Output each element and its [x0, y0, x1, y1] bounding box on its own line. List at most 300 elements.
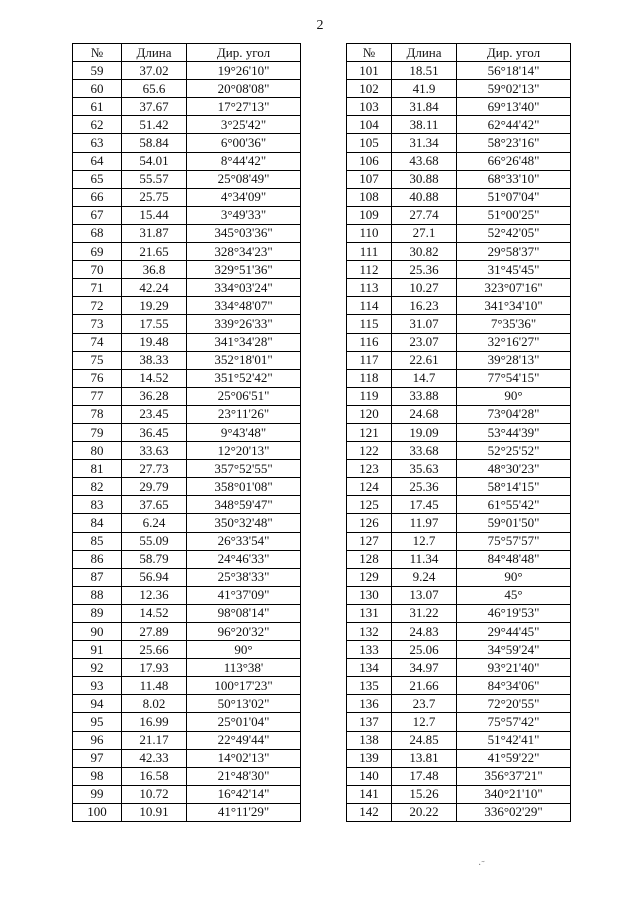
table-row: [73, 116, 301, 134]
table-row: [347, 62, 571, 80]
cell-angle: 32°16'27": [457, 333, 571, 351]
cell-number: 132: [347, 623, 392, 641]
table-row: [347, 785, 571, 803]
cell-number: 96: [73, 731, 122, 749]
table-row: [73, 532, 301, 550]
cell-length: 9.24: [392, 568, 457, 586]
cell-length: 55.09: [122, 532, 187, 550]
cell-number: 63: [73, 134, 122, 152]
table-row: [73, 695, 301, 713]
cell-number: 100: [73, 803, 122, 821]
cell-number: 128: [347, 550, 392, 568]
cell-number: 127: [347, 532, 392, 550]
cell-number: 118: [347, 369, 392, 387]
cell-number: 75: [73, 351, 122, 369]
header-length: Длина: [122, 44, 187, 62]
table-row: [73, 279, 301, 297]
cell-angle: 16°42'14": [187, 785, 301, 803]
cell-angle: 41°11'29": [187, 803, 301, 821]
table-row: [347, 134, 571, 152]
cell-number: 69: [73, 243, 122, 261]
cell-length: 6.24: [122, 514, 187, 532]
table-row: [73, 749, 301, 767]
cell-length: 17.55: [122, 315, 187, 333]
cell-angle: 352°18'01": [187, 351, 301, 369]
cell-length: 16.58: [122, 767, 187, 785]
cell-angle: 93°21'40": [457, 659, 571, 677]
cell-angle: 9°43'48": [187, 423, 301, 441]
cell-number: 124: [347, 478, 392, 496]
cell-number: 119: [347, 387, 392, 405]
cell-angle: 6°00'36": [187, 134, 301, 152]
table-row: [347, 568, 571, 586]
table-row: [347, 243, 571, 261]
cell-number: 68: [73, 224, 122, 242]
table-row: [73, 641, 301, 659]
table-row: [347, 803, 571, 821]
cell-number: 65: [73, 170, 122, 188]
cell-angle: 24°46'33": [187, 550, 301, 568]
cell-length: 25.36: [392, 478, 457, 496]
cell-number: 116: [347, 333, 392, 351]
cell-angle: 12°20'13": [187, 442, 301, 460]
cell-angle: 84°34'06": [457, 677, 571, 695]
cell-number: 112: [347, 261, 392, 279]
cell-length: 11.97: [392, 514, 457, 532]
cell-angle: 51°07'04": [457, 188, 571, 206]
cell-number: 139: [347, 749, 392, 767]
cell-angle: 334°03'24": [187, 279, 301, 297]
table-row: [73, 568, 301, 586]
table-row: [347, 641, 571, 659]
cell-angle: 75°57'57": [457, 532, 571, 550]
cell-angle: 31°45'45": [457, 261, 571, 279]
cell-length: 42.33: [122, 749, 187, 767]
cell-number: 115: [347, 315, 392, 333]
cell-number: 114: [347, 297, 392, 315]
cell-number: 76: [73, 369, 122, 387]
cell-length: 12.36: [122, 586, 187, 604]
cell-angle: 25°08'49": [187, 170, 301, 188]
cell-angle: 25°38'33": [187, 568, 301, 586]
cell-angle: 50°13'02": [187, 695, 301, 713]
cell-length: 25.66: [122, 641, 187, 659]
cell-angle: 58°23'16": [457, 134, 571, 152]
cell-number: 67: [73, 206, 122, 224]
cell-angle: 357°52'55": [187, 460, 301, 478]
cell-angle: 90°: [457, 568, 571, 586]
cell-length: 38.11: [392, 116, 457, 134]
table-row: [347, 170, 571, 188]
cell-length: 51.42: [122, 116, 187, 134]
table-row: [73, 152, 301, 170]
table-row: [73, 297, 301, 315]
cell-length: 37.67: [122, 98, 187, 116]
table-row: [73, 460, 301, 478]
cell-number: 140: [347, 767, 392, 785]
table-row: [347, 405, 571, 423]
cell-length: 27.73: [122, 460, 187, 478]
table-row: [73, 206, 301, 224]
table-row: [347, 604, 571, 622]
table-row: [347, 279, 571, 297]
cell-length: 10.91: [122, 803, 187, 821]
cell-number: 130: [347, 586, 392, 604]
cell-angle: 3°25'42": [187, 116, 301, 134]
table-row: [347, 224, 571, 242]
cell-number: 79: [73, 423, 122, 441]
cell-length: 31.22: [392, 604, 457, 622]
table-row: [73, 351, 301, 369]
cell-angle: 41°37'09": [187, 586, 301, 604]
table-row: [347, 80, 571, 98]
table-row: [347, 460, 571, 478]
cell-number: 120: [347, 405, 392, 423]
table-row: [347, 659, 571, 677]
table-row: [347, 423, 571, 441]
cell-length: 10.27: [392, 279, 457, 297]
table-row: [73, 767, 301, 785]
cell-length: 25.75: [122, 188, 187, 206]
cell-number: 64: [73, 152, 122, 170]
cell-angle: 329°51'36": [187, 261, 301, 279]
table-row: [347, 369, 571, 387]
table-row: [73, 80, 301, 98]
cell-length: 24.85: [392, 731, 457, 749]
cell-length: 37.02: [122, 62, 187, 80]
cell-length: 15.44: [122, 206, 187, 224]
cell-number: 83: [73, 496, 122, 514]
cell-length: 43.68: [392, 152, 457, 170]
cell-angle: 21°48'30": [187, 767, 301, 785]
cell-angle: 7°35'36": [457, 315, 571, 333]
cell-angle: 25°01'04": [187, 713, 301, 731]
cell-number: 137: [347, 713, 392, 731]
cell-angle: 340°21'10": [457, 785, 571, 803]
cell-number: 60: [73, 80, 122, 98]
cell-number: 89: [73, 604, 122, 622]
cell-number: 111: [347, 243, 392, 261]
cell-angle: 14°02'13": [187, 749, 301, 767]
header-number: №: [73, 44, 122, 62]
table-row: [347, 188, 571, 206]
cell-number: 105: [347, 134, 392, 152]
cell-length: 17.48: [392, 767, 457, 785]
cell-number: 72: [73, 297, 122, 315]
table-row: [73, 604, 301, 622]
table-row: [73, 261, 301, 279]
table-row: [347, 152, 571, 170]
cell-number: 73: [73, 315, 122, 333]
cell-number: 142: [347, 803, 392, 821]
cell-number: 141: [347, 785, 392, 803]
cell-number: 98: [73, 767, 122, 785]
cell-length: 19.09: [392, 423, 457, 441]
cell-angle: 100°17'23": [187, 677, 301, 695]
cell-number: 104: [347, 116, 392, 134]
cell-angle: 52°42'05": [457, 224, 571, 242]
cell-length: 12.7: [392, 532, 457, 550]
cell-angle: 48°30'23": [457, 460, 571, 478]
cell-length: 11.48: [122, 677, 187, 695]
table-row: [73, 224, 301, 242]
cell-number: 110: [347, 224, 392, 242]
table-row: [73, 423, 301, 441]
cell-number: 121: [347, 423, 392, 441]
cell-length: 31.84: [392, 98, 457, 116]
cell-length: 30.82: [392, 243, 457, 261]
cell-angle: 336°02'29": [457, 803, 571, 821]
cell-length: 23.7: [392, 695, 457, 713]
cell-angle: 351°52'42": [187, 369, 301, 387]
cell-length: 65.6: [122, 80, 187, 98]
table-row: [347, 695, 571, 713]
cell-length: 23.07: [392, 333, 457, 351]
cell-angle: 59°02'13": [457, 80, 571, 98]
cell-number: 84: [73, 514, 122, 532]
cell-number: 62: [73, 116, 122, 134]
cell-angle: 52°25'52": [457, 442, 571, 460]
table-row: [347, 387, 571, 405]
cell-angle: 53°44'39": [457, 423, 571, 441]
table-row: [347, 496, 571, 514]
cell-angle: 73°04'28": [457, 405, 571, 423]
cell-angle: 345°03'36": [187, 224, 301, 242]
cell-angle: 23°11'26": [187, 405, 301, 423]
cell-number: 99: [73, 785, 122, 803]
cell-length: 31.07: [392, 315, 457, 333]
cell-angle: 22°49'44": [187, 731, 301, 749]
table-header-row: [347, 44, 571, 62]
table-row: [347, 586, 571, 604]
cell-length: 24.68: [392, 405, 457, 423]
cell-length: 36.45: [122, 423, 187, 441]
table-row: [73, 550, 301, 568]
table-row: [73, 134, 301, 152]
cell-number: 77: [73, 387, 122, 405]
cell-number: 133: [347, 641, 392, 659]
cell-length: 13.07: [392, 586, 457, 604]
table-row: [73, 333, 301, 351]
cell-length: 58.79: [122, 550, 187, 568]
cell-number: 134: [347, 659, 392, 677]
cell-number: 113: [347, 279, 392, 297]
table-row: [73, 369, 301, 387]
cell-angle: 29°58'37": [457, 243, 571, 261]
table-row: [73, 713, 301, 731]
cell-length: 33.63: [122, 442, 187, 460]
cell-number: 70: [73, 261, 122, 279]
cell-angle: 350°32'48": [187, 514, 301, 532]
cell-angle: 68°33'10": [457, 170, 571, 188]
cell-length: 27.89: [122, 623, 187, 641]
cell-angle: 56°18'14": [457, 62, 571, 80]
cell-angle: 29°44'45": [457, 623, 571, 641]
cell-length: 35.63: [392, 460, 457, 478]
cell-number: 91: [73, 641, 122, 659]
cell-angle: 348°59'47": [187, 496, 301, 514]
cell-length: 20.22: [392, 803, 457, 821]
cell-angle: 84°48'48": [457, 550, 571, 568]
table-row: [73, 405, 301, 423]
table-row: [347, 623, 571, 641]
cell-length: 18.51: [392, 62, 457, 80]
cell-angle: 334°48'07": [187, 297, 301, 315]
table-row: [347, 767, 571, 785]
table-row: [347, 297, 571, 315]
cell-length: 27.1: [392, 224, 457, 242]
table-row: [73, 731, 301, 749]
table-row: [73, 677, 301, 695]
cell-angle: 8°44'42": [187, 152, 301, 170]
cell-number: 80: [73, 442, 122, 460]
cell-angle: 75°57'42": [457, 713, 571, 731]
cell-length: 21.17: [122, 731, 187, 749]
cell-number: 78: [73, 405, 122, 423]
table-row: [347, 261, 571, 279]
table-row: [73, 496, 301, 514]
cell-number: 108: [347, 188, 392, 206]
cell-length: 10.72: [122, 785, 187, 803]
cell-number: 94: [73, 695, 122, 713]
table-row: [73, 623, 301, 641]
table-row: [73, 586, 301, 604]
cell-number: 74: [73, 333, 122, 351]
table-row: [347, 677, 571, 695]
table-row: [347, 351, 571, 369]
cell-number: 126: [347, 514, 392, 532]
cell-length: 14.52: [122, 369, 187, 387]
cell-number: 66: [73, 188, 122, 206]
table-row: [73, 387, 301, 405]
cell-angle: 328°34'23": [187, 243, 301, 261]
cell-number: 135: [347, 677, 392, 695]
table-row: [347, 333, 571, 351]
cell-length: 31.34: [392, 134, 457, 152]
cell-number: 107: [347, 170, 392, 188]
table-row: [73, 315, 301, 333]
cell-angle: 341°34'10": [457, 297, 571, 315]
cell-length: 8.02: [122, 695, 187, 713]
table-row: [347, 442, 571, 460]
cell-angle: 45°: [457, 586, 571, 604]
cell-angle: 39°28'13": [457, 351, 571, 369]
table-row: [347, 116, 571, 134]
cell-number: 87: [73, 568, 122, 586]
cell-length: 17.45: [392, 496, 457, 514]
cell-length: 25.36: [392, 261, 457, 279]
cell-length: 16.99: [122, 713, 187, 731]
cell-number: 125: [347, 496, 392, 514]
cell-number: 71: [73, 279, 122, 297]
scan-artifact-mark: ·̃: [478, 860, 482, 871]
cell-number: 92: [73, 659, 122, 677]
table-row: [73, 514, 301, 532]
cell-number: 59: [73, 62, 122, 80]
cell-angle: 90°: [187, 641, 301, 659]
cell-angle: 341°34'28": [187, 333, 301, 351]
cell-length: 21.65: [122, 243, 187, 261]
cell-length: 27.74: [392, 206, 457, 224]
cell-number: 136: [347, 695, 392, 713]
table-row: [73, 803, 301, 821]
cell-length: 13.81: [392, 749, 457, 767]
coordinates-table-right: [346, 43, 571, 822]
cell-angle: 61°55'42": [457, 496, 571, 514]
cell-number: 81: [73, 460, 122, 478]
cell-angle: 77°54'15": [457, 369, 571, 387]
header-length: Длина: [392, 44, 457, 62]
cell-number: 138: [347, 731, 392, 749]
cell-angle: 51°00'25": [457, 206, 571, 224]
cell-number: 61: [73, 98, 122, 116]
table-row: [73, 478, 301, 496]
cell-angle: 41°59'22": [457, 749, 571, 767]
table-row: [347, 206, 571, 224]
cell-angle: 4°34'09": [187, 188, 301, 206]
cell-angle: 17°27'13": [187, 98, 301, 116]
cell-length: 15.26: [392, 785, 457, 803]
table-row: [73, 243, 301, 261]
cell-number: 129: [347, 568, 392, 586]
table-row: [73, 785, 301, 803]
cell-length: 38.33: [122, 351, 187, 369]
coordinates-table-left: [72, 43, 301, 822]
cell-length: 22.61: [392, 351, 457, 369]
cell-length: 12.7: [392, 713, 457, 731]
cell-number: 85: [73, 532, 122, 550]
cell-angle: 98°08'14": [187, 604, 301, 622]
cell-angle: 20°08'08": [187, 80, 301, 98]
cell-angle: 96°20'32": [187, 623, 301, 641]
cell-angle: 46°19'53": [457, 604, 571, 622]
table-row: [73, 188, 301, 206]
cell-length: 42.24: [122, 279, 187, 297]
cell-angle: 323°07'16": [457, 279, 571, 297]
cell-number: 86: [73, 550, 122, 568]
cell-length: 33.68: [392, 442, 457, 460]
table-row: [347, 713, 571, 731]
cell-length: 30.88: [392, 170, 457, 188]
cell-length: 29.79: [122, 478, 187, 496]
cell-length: 25.06: [392, 641, 457, 659]
cell-angle: 90°: [457, 387, 571, 405]
table-row: [347, 98, 571, 116]
cell-angle: 69°13'40": [457, 98, 571, 116]
header-angle: Дир. угол: [187, 44, 301, 62]
cell-number: 103: [347, 98, 392, 116]
table-row: [73, 62, 301, 80]
cell-number: 122: [347, 442, 392, 460]
cell-number: 101: [347, 62, 392, 80]
cell-length: 56.94: [122, 568, 187, 586]
cell-angle: 356°37'21": [457, 767, 571, 785]
table-row: [347, 749, 571, 767]
cell-number: 90: [73, 623, 122, 641]
cell-number: 123: [347, 460, 392, 478]
cell-length: 36.8: [122, 261, 187, 279]
cell-number: 102: [347, 80, 392, 98]
cell-angle: 58°14'15": [457, 478, 571, 496]
cell-angle: 34°59'24": [457, 641, 571, 659]
table-row: [347, 532, 571, 550]
cell-length: 55.57: [122, 170, 187, 188]
cell-number: 106: [347, 152, 392, 170]
cell-length: 19.48: [122, 333, 187, 351]
cell-number: 131: [347, 604, 392, 622]
cell-length: 23.45: [122, 405, 187, 423]
cell-number: 97: [73, 749, 122, 767]
